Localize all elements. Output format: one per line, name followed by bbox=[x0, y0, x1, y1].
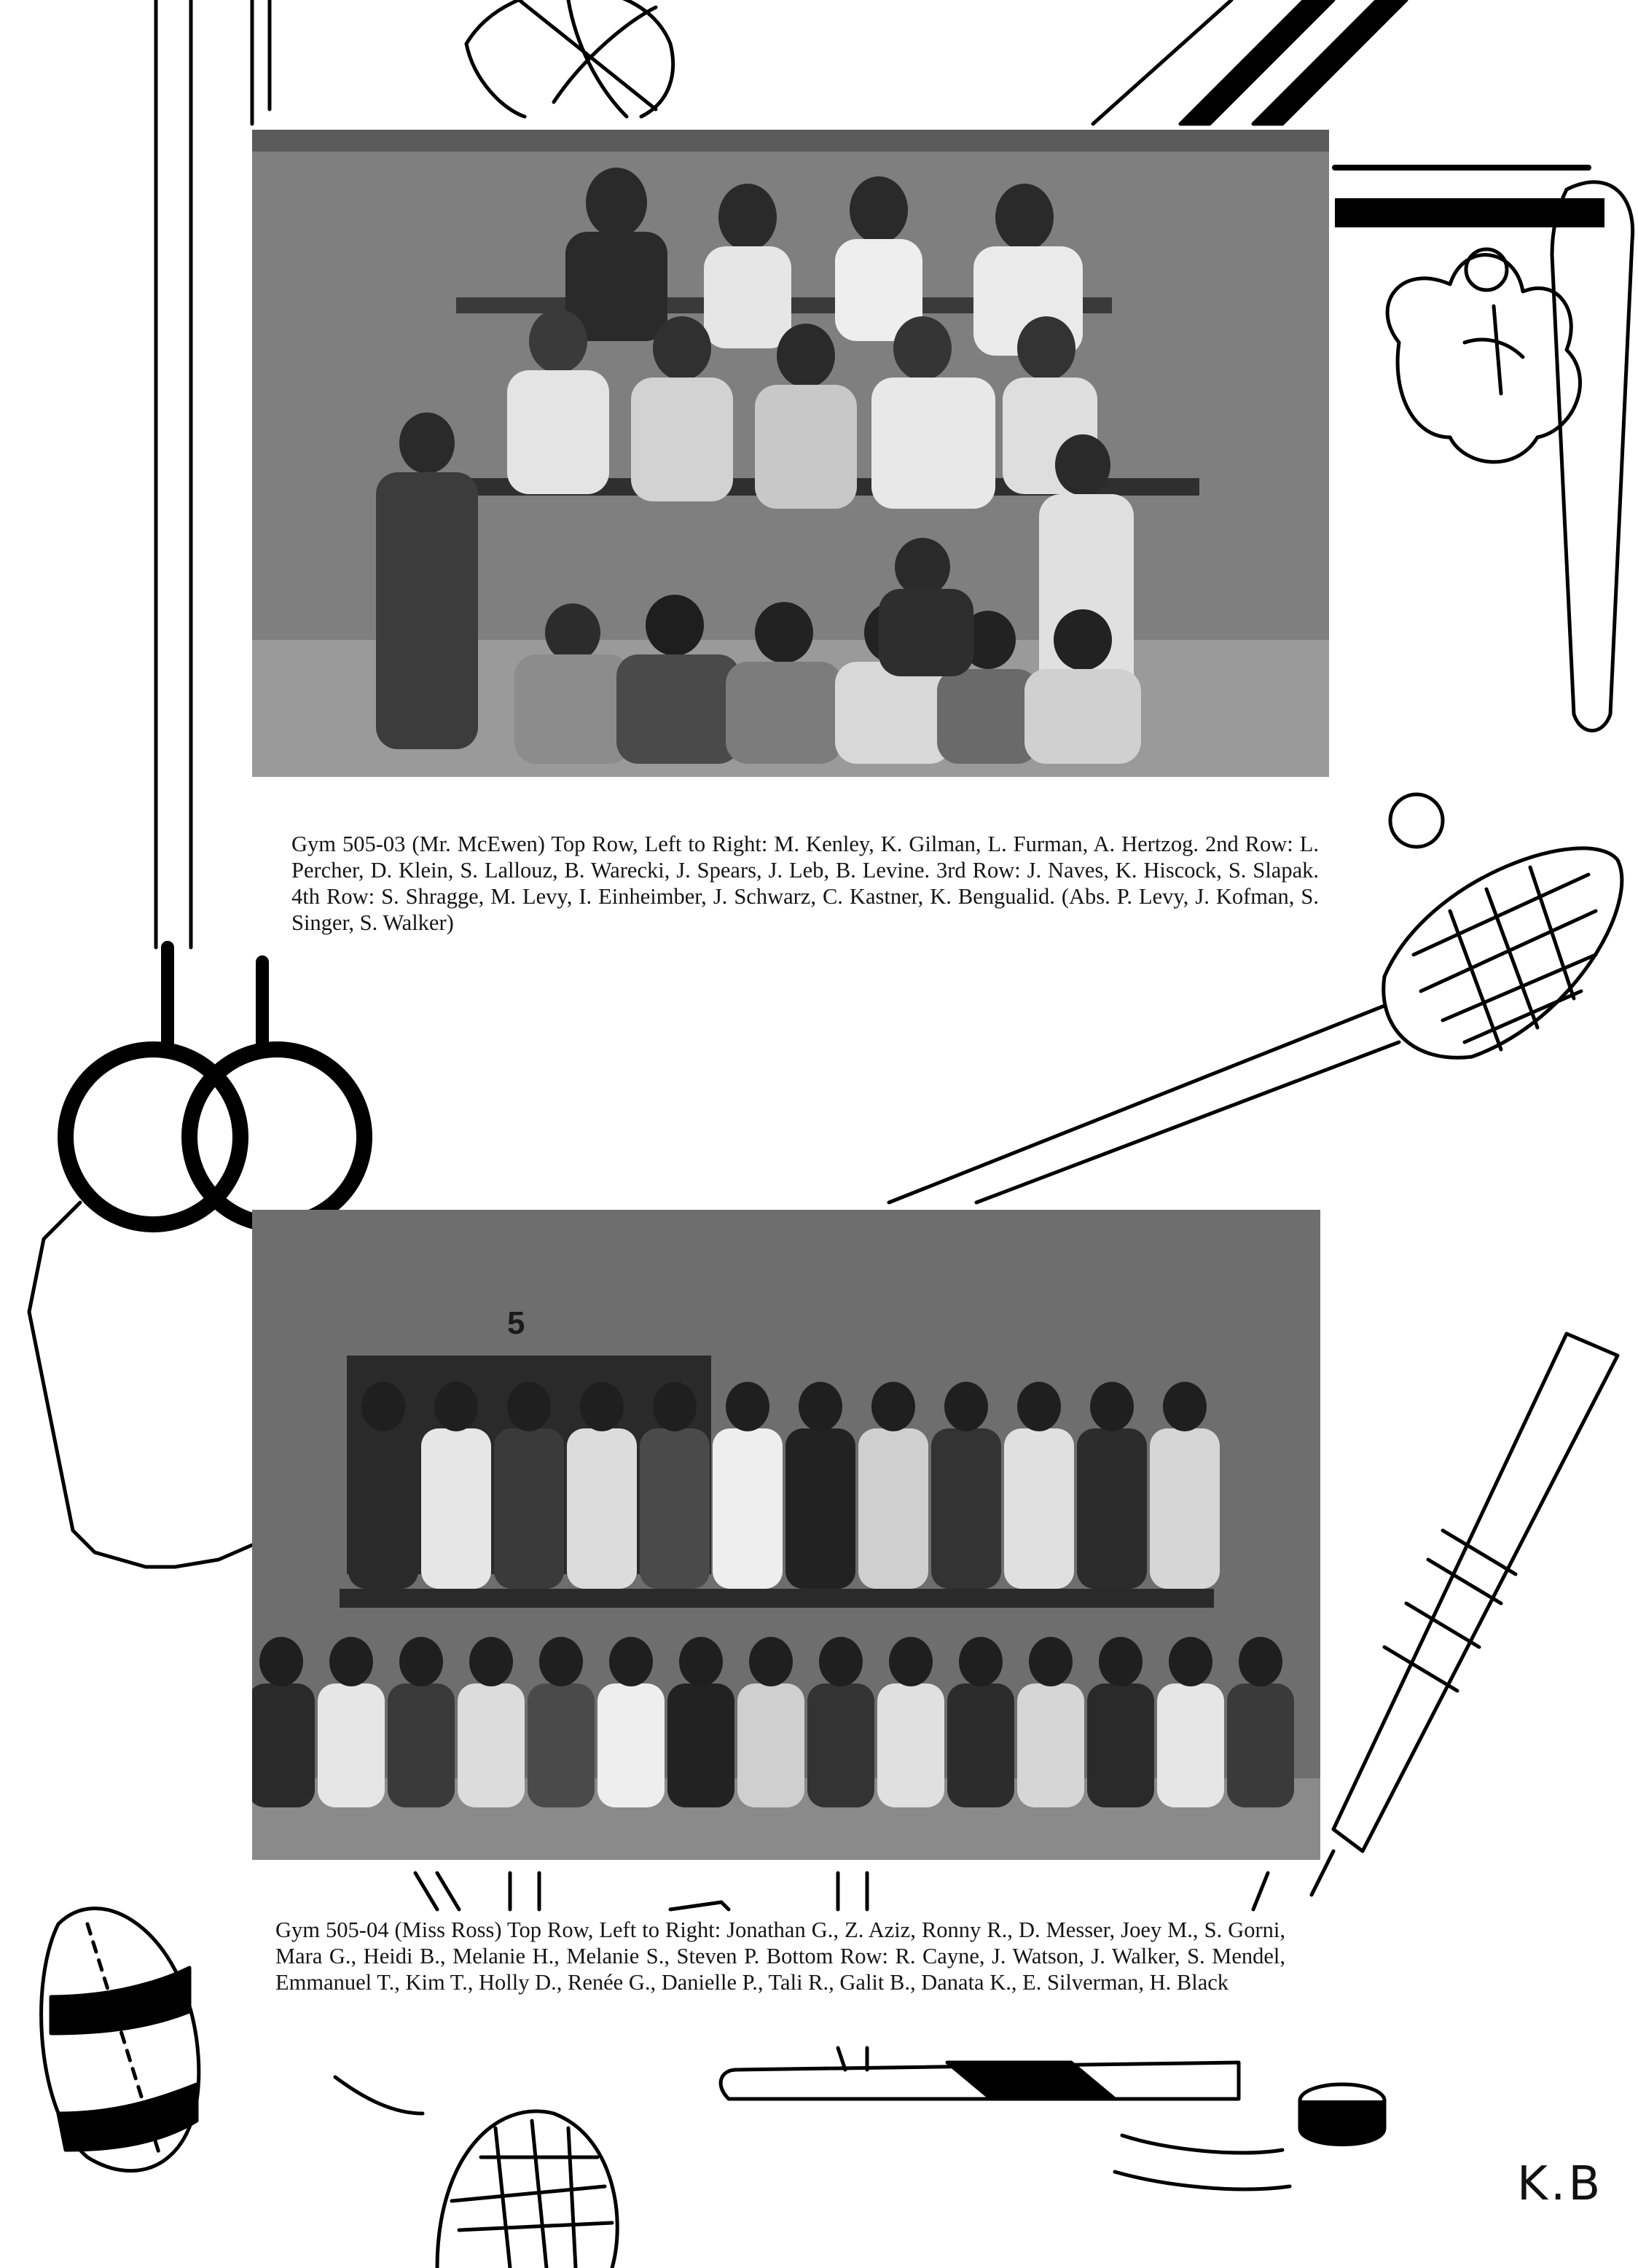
person-head bbox=[399, 1637, 443, 1686]
photo-caption-gym-505-04: Gym 505-04 (Miss Ross) Top Row, Left to Right: Jonathan G., Z. Aziz, Ronny R., D. Messer, Joey M., S. Gorni, Mara G., Heidi B., Melanie H., Melanie S., Steven P. Bottom Row: R. Cayne, J. Watson, J. Walker, S. Mendel, Emmanuel T., Kim T., Holly D., Renée G., Danielle P., Tali R., Galit B., Danata K., E. Silverman, H. Black bbox=[275, 1917, 1285, 1995]
person-body bbox=[947, 1684, 1014, 1807]
person-body bbox=[785, 1428, 855, 1589]
person-body bbox=[252, 1684, 315, 1807]
person-body bbox=[1004, 1428, 1074, 1589]
person-body bbox=[877, 1684, 944, 1807]
person-body bbox=[640, 1428, 710, 1589]
artist-initials: K.B bbox=[1517, 2157, 1604, 2211]
person-head bbox=[539, 1637, 583, 1686]
person-head bbox=[1163, 1382, 1207, 1431]
person-body bbox=[567, 1428, 637, 1589]
person-body bbox=[1157, 1684, 1224, 1807]
person-head bbox=[889, 1637, 933, 1686]
person-head bbox=[507, 1382, 551, 1431]
person-head bbox=[819, 1637, 863, 1686]
person-body bbox=[318, 1684, 385, 1807]
person-body bbox=[931, 1428, 1001, 1589]
class-photo-gym-505-03 bbox=[252, 130, 1329, 777]
person-head bbox=[361, 1382, 405, 1431]
person-body bbox=[597, 1684, 665, 1807]
person-body bbox=[1017, 1684, 1084, 1807]
person-body bbox=[713, 1428, 783, 1589]
person-head bbox=[1239, 1637, 1282, 1686]
person-head bbox=[259, 1637, 303, 1686]
person-head bbox=[749, 1637, 793, 1686]
person-head bbox=[1099, 1637, 1143, 1686]
person-body bbox=[1087, 1684, 1154, 1807]
person-head bbox=[726, 1382, 769, 1431]
person-body bbox=[528, 1684, 595, 1807]
person-body bbox=[858, 1428, 928, 1589]
person-head bbox=[653, 1382, 697, 1431]
person-head bbox=[679, 1637, 723, 1686]
person-body bbox=[348, 1428, 418, 1589]
person-head bbox=[871, 1382, 915, 1431]
person-body bbox=[1150, 1428, 1220, 1589]
person-body bbox=[667, 1684, 734, 1807]
person-head bbox=[944, 1382, 988, 1431]
person-body bbox=[458, 1684, 525, 1807]
person-head bbox=[799, 1382, 842, 1431]
person-body bbox=[494, 1428, 564, 1589]
person-body bbox=[421, 1428, 491, 1589]
person-body bbox=[1077, 1428, 1147, 1589]
person-body bbox=[388, 1684, 455, 1807]
person-head bbox=[1017, 1382, 1061, 1431]
group-photo-image bbox=[252, 130, 1329, 777]
person-head bbox=[609, 1637, 653, 1686]
person-head bbox=[1090, 1382, 1134, 1431]
person-head bbox=[434, 1382, 478, 1431]
person-body bbox=[737, 1684, 804, 1807]
person-head bbox=[329, 1637, 373, 1686]
photo-caption-gym-505-03: Gym 505-03 (Mr. McEwen) Top Row, Left to Right: M. Kenley, K. Gilman, L. Furman, A. Hertzog. 2nd Row: L. Percher, D. Klein, S. Lallouz, B. Warecki, J. Spears, J. Leb, B. Levine. 3rd Row: J. Naves, K. Hiscock, S. Slapak. 4th Row: S. Shragge, M. Levy, I. Einheimber, J. Schwarz, C. Kastner, K. Bengualid. (Abs. P. Levy, J. Kofman, S. Singer, S. Walker) bbox=[291, 832, 1319, 935]
wall-number: 5 bbox=[507, 1305, 525, 1341]
person-head bbox=[469, 1637, 513, 1686]
person-head bbox=[959, 1637, 1003, 1686]
person-body bbox=[1227, 1684, 1294, 1807]
class-photo-gym-505-04 bbox=[252, 1210, 1320, 1860]
person-head bbox=[1029, 1637, 1073, 1686]
group-photo-image bbox=[252, 1210, 1320, 1860]
person-body bbox=[807, 1684, 874, 1807]
person-head bbox=[580, 1382, 624, 1431]
person-head bbox=[1169, 1637, 1212, 1686]
